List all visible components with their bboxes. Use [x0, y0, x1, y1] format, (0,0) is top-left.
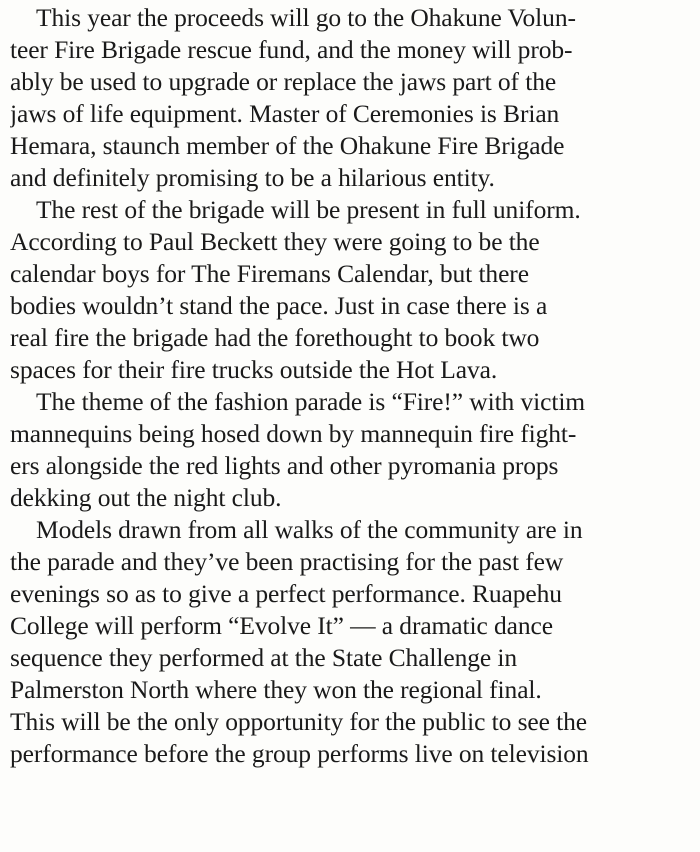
- text-line: mannequins being hosed down by mannequin fire fight-: [10, 419, 577, 448]
- text-line: teer Fire Brigade rescue fund, and the money will prob-: [10, 35, 573, 64]
- paragraph-first-line: This year the proceeds will go to the Ohakune Volun-: [36, 3, 576, 32]
- text-line: performance before the group performs live on television: [10, 739, 589, 768]
- text-line: spaces for their fire trucks outside the Hot Lava.: [10, 355, 498, 384]
- text-line: jaws of life equipment. Master of Ceremonies is Brian: [10, 99, 560, 128]
- text-line: and definitely promising to be a hilarious entity.: [10, 163, 495, 192]
- paragraph-first-line: Models drawn from all walks of the community are in: [36, 515, 583, 544]
- text-line: evenings so as to give a perfect performance. Ruapehu: [10, 579, 562, 608]
- text-line: ably be used to upgrade or replace the jaws part of the: [10, 67, 557, 96]
- text-line: Hemara, staunch member of the Ohakune Fire Brigade: [10, 131, 565, 160]
- text-line: sequence they performed at the State Challenge in: [10, 643, 518, 672]
- text-line: real fire the brigade had the forethought to book two: [10, 323, 540, 352]
- text-line: ers alongside the red lights and other pyromania props: [10, 451, 559, 480]
- paragraph-first-line: The theme of the fashion parade is “Fire!” with victim: [36, 387, 586, 416]
- text-line: dekking out the night club.: [10, 483, 282, 512]
- text-line: This will be the only opportunity for the public to see the: [10, 707, 587, 736]
- article-text-column: [10, 2, 698, 770]
- text-line: the parade and they’ve been practising for the past few: [10, 547, 564, 576]
- text-line: Palmerston North where they won the regional final.: [10, 675, 542, 704]
- paragraph-first-line: The rest of the brigade will be present in full uniform.: [36, 195, 581, 224]
- text-line: College will perform “Evolve It” — a dramatic dance: [10, 611, 553, 640]
- text-line: bodies wouldn’t stand the pace. Just in case there is a: [10, 291, 548, 320]
- text-line: According to Paul Beckett they were going to be the: [10, 227, 540, 256]
- text-line: calendar boys for The Firemans Calendar, but there: [10, 259, 529, 288]
